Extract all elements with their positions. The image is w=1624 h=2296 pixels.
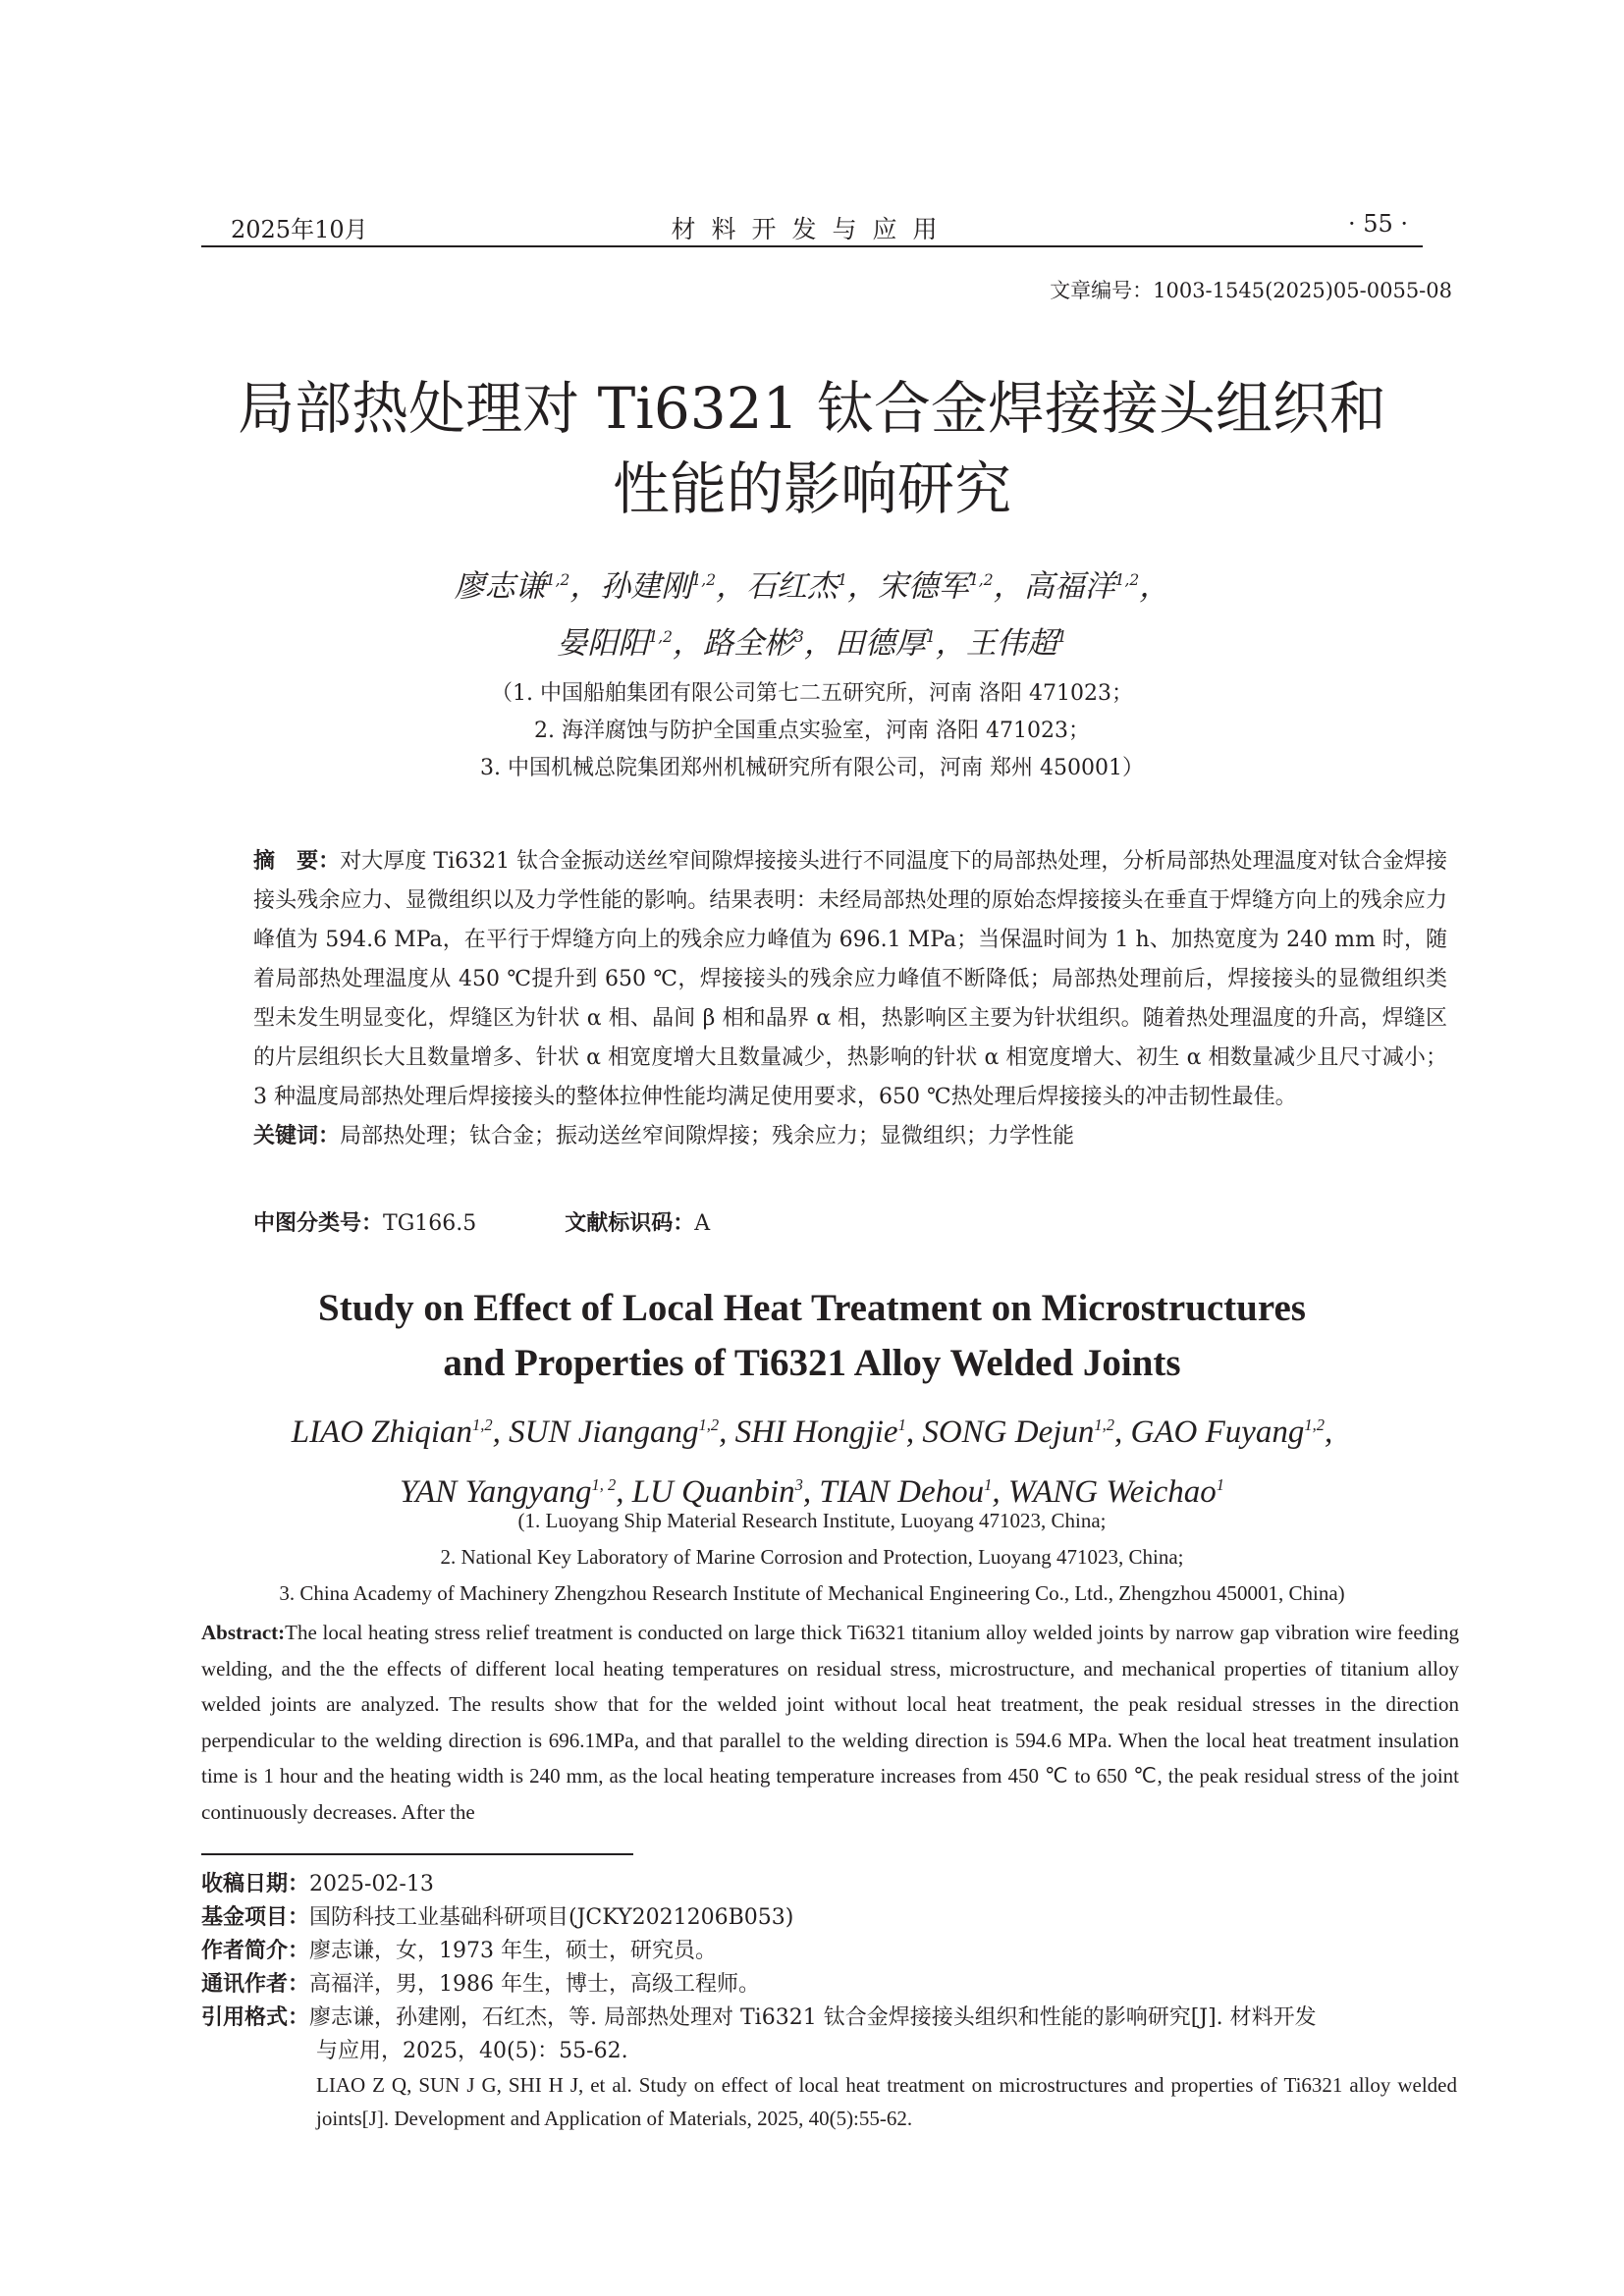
corresponding-label: 通讯作者：	[201, 1972, 310, 1997]
chinese-authors-line-1: 廖志谦$^{1,2}$，孙建刚$^{1,2}$，石红杰$^1$，宋德军$^{1,2}$，高福洋$^{1,2}$，	[454, 568, 1170, 605]
english-authors-line-2: YAN Yangyang$^{1, 2}$, LU Quanbin$^3$, TIAN Dehou$^1$, WANG Weichao$^1$	[400, 1474, 1224, 1510]
chinese-affiliations	[177, 675, 1447, 787]
author-name: 高福洋	[1023, 568, 1115, 605]
fund-label: 基金项目：	[201, 1905, 310, 1930]
english-abstract-label: Abstract:	[201, 1621, 286, 1644]
author-bio-label: 作者简介：	[201, 1939, 310, 1963]
author-affiliation-mark: 1,2	[648, 628, 674, 647]
english-affiliation-3: 3. China Academy of Machinery Zhengzhou Research Institute of Mechanical Engineering Co., Ltd., Zhengzhou 450001, China)	[279, 1581, 1345, 1605]
english-affiliations	[177, 1503, 1447, 1612]
citation-english: LIAO Z Q, SUN J G, SHI H J, et al. Study on effect of local heat treatment on microstructures and properties of Ti6321 alloy welded joints[J]. Development and Application of Materials, 2025, 40(5):55-62.	[316, 2073, 1457, 2130]
chinese-abstract-body	[253, 842, 1447, 1117]
chinese-title-line-1: 局部热处理对 Ti6321 钛合金焊接接头组织和	[238, 375, 1386, 442]
english-affiliation-2: 2. National Key Laboratory of Marine Corrosion and Protection, Luoyang 471023, China;	[440, 1545, 1184, 1569]
chinese-title	[177, 368, 1447, 529]
author-name: 宋德军	[877, 568, 969, 605]
english-abstract	[201, 1615, 1459, 1830]
page-number: · 55 ·	[1347, 210, 1408, 238]
author-name: SUN Jiangang	[509, 1415, 699, 1450]
issue-date: 2025年10月	[231, 216, 368, 243]
author-affiliation-mark: 1,2	[1114, 571, 1140, 589]
footnote-author	[201, 1935, 1457, 1968]
footnote-citation	[201, 2002, 1457, 2035]
author-affiliation-mark: 1	[1056, 628, 1067, 647]
chinese-abstract-label: 摘 要：	[253, 849, 341, 874]
author-bio-text: 廖志谦，女，1973 年生，硕士，研究员。	[309, 1939, 717, 1963]
author-affiliation-mark: 1	[838, 571, 847, 589]
chinese-abstract-text: 对大厚度 Ti6321 钛合金振动送丝窄间隙焊接接头进行不同温度下的局部热处理，分析局部热处理温度对钛合金焊接接头残余应力、显微组织以及力学性能的影响。结果表明：未经局部热处理的原始态焊接接头在垂直于焊缝方向上的残余应力峰值为 594.6 MPa，在平行于焊缝方向上的残余应力峰值为 696.1 MPa；当保温时间为 1 h、加热宽度为 240 mm 时，随着局部热处理温度从 450 ℃提升到 650 ℃，焊接接头的残余应力峰值不断降低；局部热处理前后，焊接接头的显微组织类型未发生明显变化，焊缝区为针状 α 相、晶间 β 相和晶界 α 相，热影响区主要为针状组织。随着热处理温度的升高，焊缝区的片层组织长大且数量增多、针状 α 相宽度增大且数量减少，热影响的针状 α 相宽度增大、初生 α 相数量减少且尺寸减小；3 种温度局部热处理后焊接接头的整体拉伸性能均满足使用要求，650 ℃热处理后焊接接头的冲击韧性最佳。	[253, 849, 1447, 1109]
author-affiliation-mark: 1	[1216, 1475, 1224, 1494]
running-head	[201, 206, 1423, 247]
author-affiliation-mark: 1,2	[698, 1415, 720, 1434]
author-affiliation-mark: 1,2	[968, 571, 994, 589]
author-name: LIAO Zhiqian	[291, 1415, 472, 1450]
author-affiliation-mark: 1, 2	[591, 1475, 617, 1494]
chinese-title-line-2: 性能的影响研究	[612, 455, 1011, 522]
english-authors	[177, 1399, 1447, 1519]
chinese-affiliation-2: 2. 海洋腐蚀与防护全国重点实验室，河南 洛阳 471023；	[534, 719, 1090, 743]
footnote-fund	[201, 1901, 1457, 1935]
author-name: 晏阳阳	[557, 625, 649, 662]
author-name: TIAN Dehou	[819, 1474, 985, 1510]
author-name: SHI Hongjie	[734, 1415, 898, 1450]
author-name: 田德厚	[834, 625, 926, 662]
corresponding-text: 高福洋，男，1986 年生，博士，高级工程师。	[309, 1972, 760, 1997]
author-name: 路全彬	[703, 625, 795, 662]
author-name: 孙建刚	[600, 568, 692, 605]
english-title-line-1: Study on Effect of Local Heat Treatment on Microstructures	[318, 1287, 1306, 1329]
footnotes	[201, 1868, 1457, 2135]
english-authors-line-1: LIAO Zhiqian$^{1,2}$, SUN Jiangang$^{1,2}$, SHI Hongjie$^1$, SONG Dejun$^{1,2}$, GAO Fuyang$^{1,2}$,	[291, 1415, 1333, 1450]
clc-value: TG166.5	[383, 1211, 477, 1236]
author-affiliation-mark: 1	[897, 1415, 906, 1434]
classification-line	[253, 1206, 710, 1237]
received-date: 2025-02-13	[309, 1872, 434, 1896]
author-affiliation-mark: 1,2	[691, 571, 717, 589]
footnote-received	[201, 1868, 1457, 1901]
author-name: 王伟超	[965, 625, 1057, 662]
citation-cn-line-2: 与应用，2025，40(5)：55-62.	[316, 2039, 628, 2063]
author-affiliation-mark: 1,2	[472, 1415, 493, 1434]
received-label: 收稿日期：	[201, 1872, 310, 1896]
author-name: YAN Yangyang	[400, 1474, 592, 1510]
author-name: GAO Fuyang	[1130, 1415, 1305, 1450]
author-name: 石红杰	[746, 568, 839, 605]
author-name: SONG Dejun	[922, 1415, 1095, 1450]
chinese-abstract	[253, 842, 1447, 1156]
english-title-line-2: and Properties of Ti6321 Alloy Welded Joints	[443, 1342, 1181, 1384]
journal-name: 材料开发与应用	[671, 215, 953, 243]
fund-text: 国防科技工业基础科研项目(JCKY2021206B053)	[309, 1905, 794, 1930]
author-name: LU Quanbin	[631, 1474, 795, 1510]
keywords-label: 关键词：	[253, 1124, 341, 1148]
author-affiliation-mark: 1,2	[1094, 1415, 1115, 1434]
article-number: 文章编号：1003-1545(2025)05-0055-08	[1050, 279, 1452, 302]
keywords-text: 局部热处理；钛合金；振动送丝窄间隙焊接；残余应力；显微组织；力学性能	[340, 1124, 1075, 1148]
chinese-authors-line-2: 晏阳阳$^{1,2}$，路全彬$^3$，田德厚$^1$，王伟超$^1$	[557, 625, 1067, 662]
author-affiliation-mark: 1,2	[1304, 1415, 1326, 1434]
english-abstract-text: The local heating stress relief treatment is conducted on large thick Ti6321 titanium alloy welded joints by narrow gap vibration wire feeding welding, and the the effects of different local heating temperatures on residual stress, microstructure, and mechanical properties of titanium alloy welded joints are analyzed. The results show that for the welded joint without local heat treatment, the peak residual stresses in the direction perpendicular to the welding direction is 696.1MPa, and that parallel to the welding direction is 594.6 MPa. When the local heat treatment insulation time is 1 hour and the heating width is 240 mm, as the local heating temperature increases from 450 ℃ to 650 ℃, the peak residual stress of the joint continuously decreases. After the	[201, 1621, 1459, 1824]
footnote-corresponding	[201, 1968, 1457, 2002]
doc-code-label: 文献标识码：	[565, 1211, 695, 1236]
citation-cn-line-1: 廖志谦，孙建刚，石红杰，等. 局部热处理对 Ti6321 钛合金焊接接头组织和性能的影响研究[J]. 材料开发	[309, 2005, 1317, 2030]
author-affiliation-mark: 1,2	[545, 571, 570, 589]
author-name: WANG Weichao	[1007, 1474, 1217, 1510]
author-name: 廖志谦	[454, 568, 546, 605]
author-affiliation-mark: 3	[794, 628, 804, 647]
doc-code-value: A	[694, 1211, 711, 1236]
citation-label: 引用格式：	[201, 2005, 310, 2030]
english-affiliation-1: (1. Luoyang Ship Material Research Institute, Luoyang 471023, China;	[517, 1509, 1107, 1532]
chinese-keywords	[253, 1117, 1447, 1156]
author-affiliation-mark: 1	[984, 1475, 993, 1494]
footnote-divider	[201, 1853, 633, 1855]
author-affiliation-mark: 1	[925, 628, 936, 647]
chinese-affiliation-3: 3. 中国机械总院集团郑州机械研究所有限公司，河南 郑州 450001）	[480, 756, 1144, 780]
clc-label: 中图分类号：	[253, 1211, 384, 1236]
chinese-affiliation-1: （1. 中国船舶集团有限公司第七二五研究所，河南 洛阳 471023；	[491, 681, 1133, 706]
chinese-authors	[177, 555, 1447, 669]
author-affiliation-mark: 3	[794, 1475, 803, 1494]
english-title	[177, 1281, 1447, 1391]
